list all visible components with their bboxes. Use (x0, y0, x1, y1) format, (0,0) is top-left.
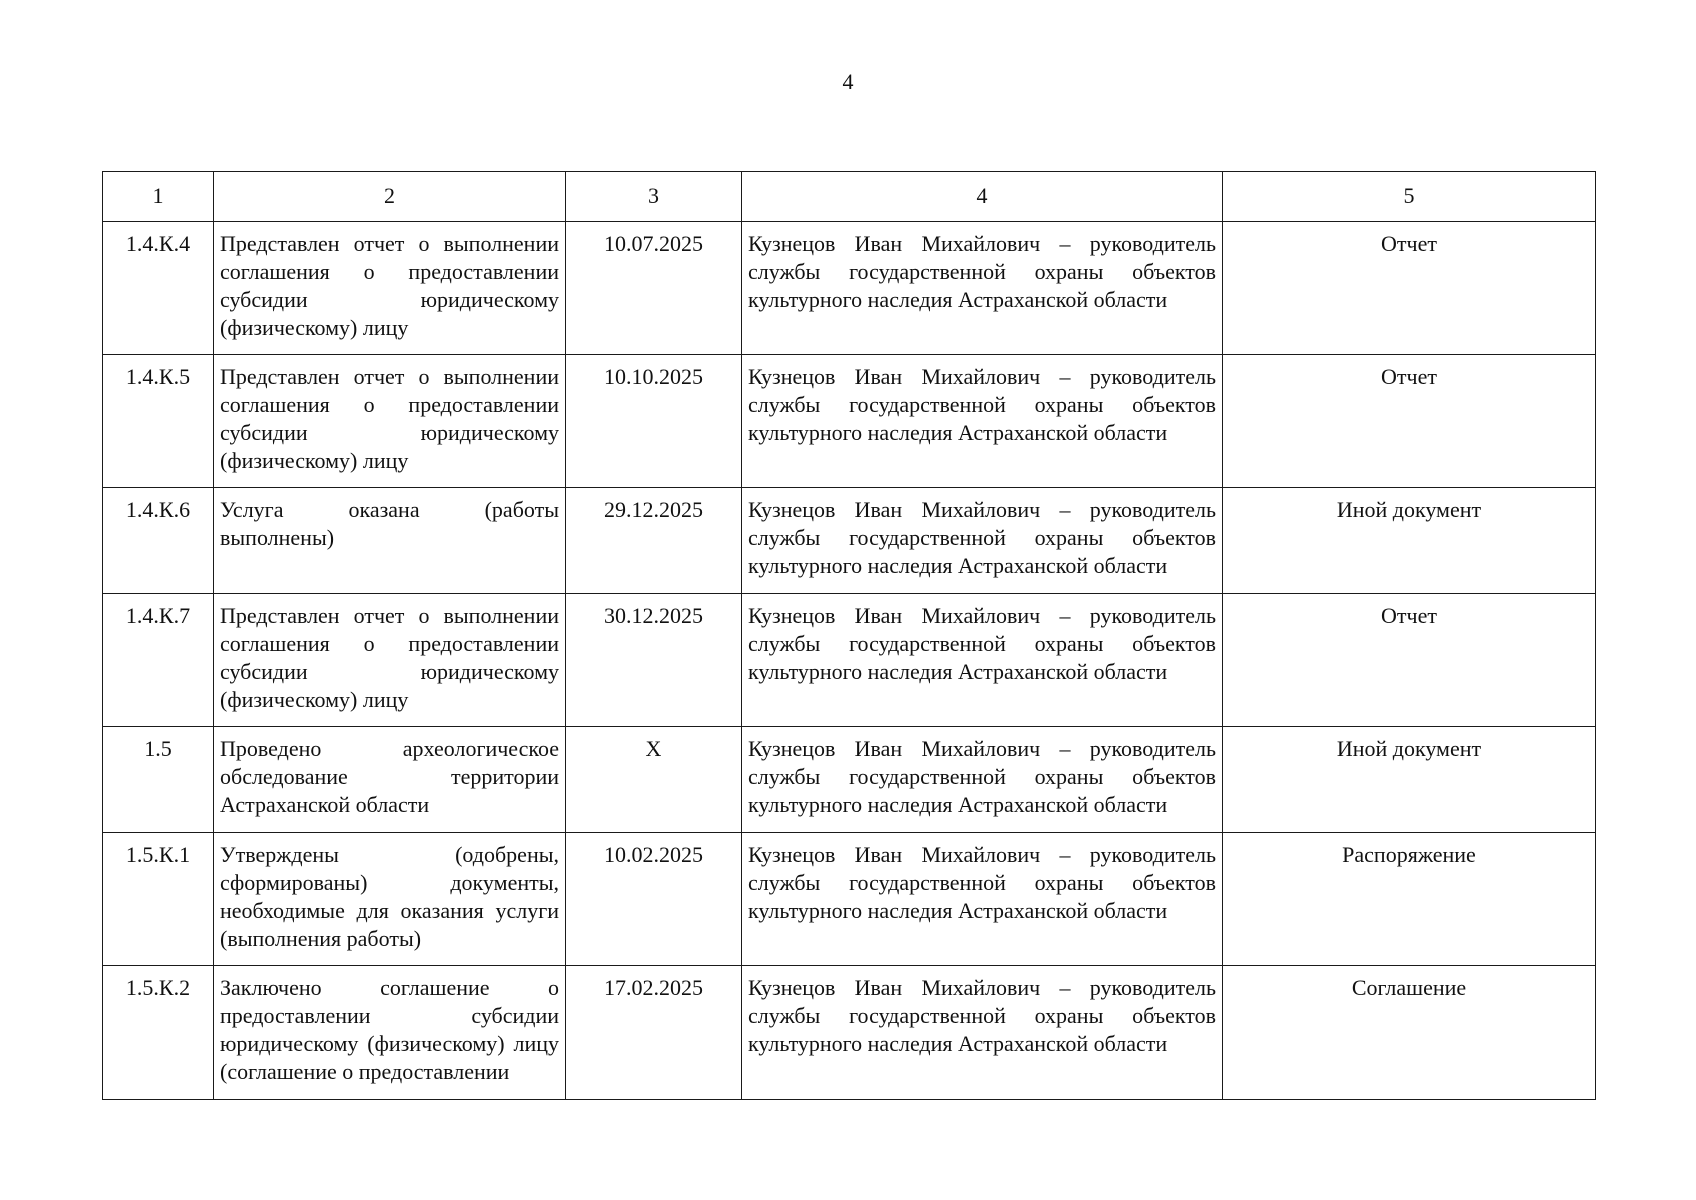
item-number: 1.4.К.7 (103, 594, 214, 727)
item-document-type: Отчет (1223, 222, 1596, 355)
table-row (103, 488, 1596, 594)
item-responsible: Кузнецов Иван Михайлович – руководитель службы государственной охраны объектов культурного наследия Астраханской области (742, 594, 1223, 727)
item-date: 10.07.2025 (566, 222, 742, 355)
item-document-type: Распоряжение (1223, 833, 1596, 966)
table-header-row (103, 172, 1596, 222)
column-header: 5 (1223, 172, 1596, 222)
item-number: 1.4.К.5 (103, 355, 214, 488)
item-document-type: Соглашение (1223, 966, 1596, 1100)
item-description: Услуга оказана (работы выполнены) (214, 488, 566, 594)
table-row (103, 222, 1596, 355)
item-responsible: Кузнецов Иван Михайлович – руководитель службы государственной охраны объектов культурного наследия Астраханской области (742, 222, 1223, 355)
item-document-type: Иной документ (1223, 488, 1596, 594)
item-number: 1.4.К.4 (103, 222, 214, 355)
plan-table (102, 171, 1596, 1100)
item-date: 17.02.2025 (566, 966, 742, 1100)
column-header: 3 (566, 172, 742, 222)
table-row (103, 355, 1596, 488)
item-date: 10.02.2025 (566, 833, 742, 966)
page-number: 4 (842, 69, 854, 94)
item-date: X (566, 727, 742, 833)
item-description: Представлен отчет о выполнении соглашения о предоставлении субсидии юридическому (физическому) лицу (214, 594, 566, 727)
item-description: Утверждены (одобрены, сформированы) документы, необходимые для оказания услуги (выполнения работы) (214, 833, 566, 966)
item-number: 1.5 (103, 727, 214, 833)
item-date: 29.12.2025 (566, 488, 742, 594)
item-description: Представлен отчет о выполнении соглашения о предоставлении субсидии юридическому (физическому) лицу (214, 355, 566, 488)
item-date: 10.10.2025 (566, 355, 742, 488)
item-responsible: Кузнецов Иван Михайлович – руководитель службы государственной охраны объектов культурного наследия Астраханской области (742, 833, 1223, 966)
item-responsible: Кузнецов Иван Михайлович – руководитель службы государственной охраны объектов культурного наследия Астраханской области (742, 355, 1223, 488)
item-document-type: Иной документ (1223, 727, 1596, 833)
table-row (103, 833, 1596, 966)
item-description: Заключено соглашение о предоставлении субсидии юридическому (физическому) лицу (соглашение о предоставлении (214, 966, 566, 1100)
item-document-type: Отчет (1223, 355, 1596, 488)
column-header: 2 (214, 172, 566, 222)
table-row (103, 727, 1596, 833)
item-responsible: Кузнецов Иван Михайлович – руководитель службы государственной охраны объектов культурного наследия Астраханской области (742, 488, 1223, 594)
table-row (103, 966, 1596, 1100)
table-row (103, 594, 1596, 727)
item-description: Проведено археологическое обследование территории Астраханской области (214, 727, 566, 833)
item-date: 30.12.2025 (566, 594, 742, 727)
item-document-type: Отчет (1223, 594, 1596, 727)
item-responsible: Кузнецов Иван Михайлович – руководитель службы государственной охраны объектов культурного наследия Астраханской области (742, 727, 1223, 833)
column-header: 4 (742, 172, 1223, 222)
item-number: 1.5.К.1 (103, 833, 214, 966)
item-number: 1.4.К.6 (103, 488, 214, 594)
column-header: 1 (103, 172, 214, 222)
item-responsible: Кузнецов Иван Михайлович – руководитель службы государственной охраны объектов культурного наследия Астраханской области (742, 966, 1223, 1100)
item-number: 1.5.К.2 (103, 966, 214, 1100)
item-description: Представлен отчет о выполнении соглашения о предоставлении субсидии юридическому (физическому) лицу (214, 222, 566, 355)
